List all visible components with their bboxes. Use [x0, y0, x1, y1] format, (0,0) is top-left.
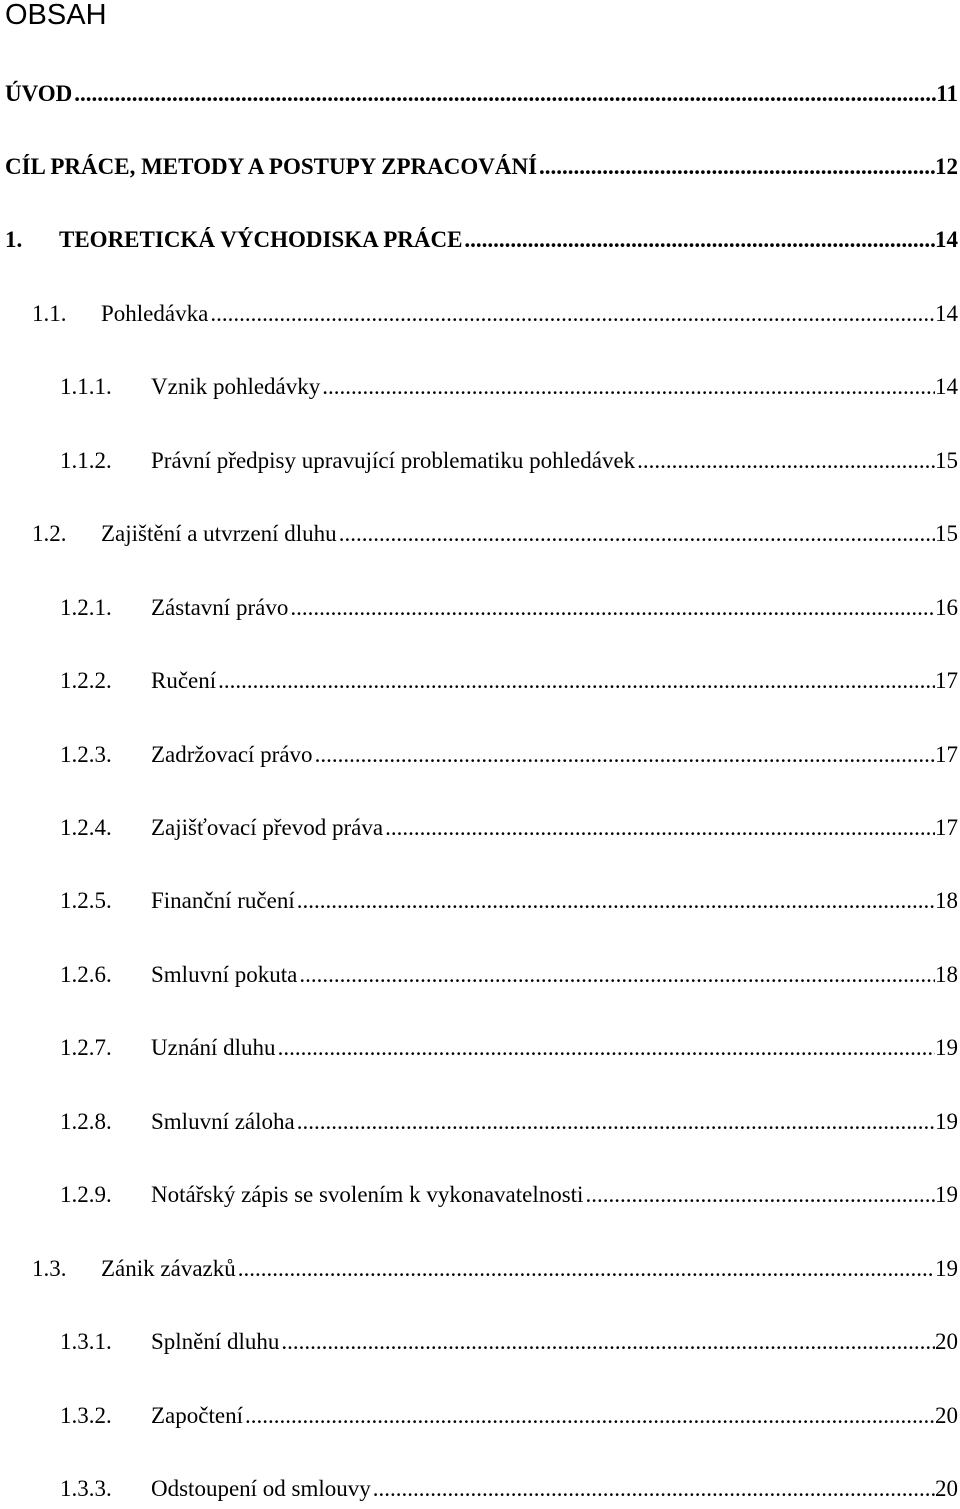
toc-page-number: 17: [935, 668, 958, 693]
toc-page-number: 19: [935, 1256, 958, 1281]
toc-entry-1-2-8[interactable]: [60, 1107, 958, 1137]
toc-page-number: 16: [935, 595, 958, 620]
toc-entry-1-1-1[interactable]: [60, 372, 958, 402]
toc-entry-text: Zánik závazků: [101, 1256, 236, 1281]
toc-entry-1-3-3[interactable]: [60, 1474, 958, 1504]
toc-entry-number: 1.3.2.: [60, 1403, 112, 1428]
toc-page-number: 12: [935, 154, 958, 179]
toc-leader-dots: [295, 1107, 935, 1137]
toc-leader-dots: [337, 519, 935, 549]
toc-entry-1-2-9[interactable]: [60, 1180, 958, 1210]
toc-page-number: 19: [935, 1182, 958, 1207]
toc-leader-dots: [313, 740, 935, 770]
toc-page-number: 14: [935, 301, 958, 326]
toc-entry-1-2-4[interactable]: [60, 813, 958, 843]
toc-page-number: 14: [935, 227, 958, 252]
toc-leader-dots: [279, 1327, 935, 1357]
toc-leader-dots: [383, 813, 935, 843]
toc-leader-dots: [276, 1033, 935, 1063]
toc-entry-1-2[interactable]: [32, 519, 958, 549]
toc-entry-number: 1.1.: [32, 301, 67, 326]
toc-entry-text: CÍL PRÁCE, METODY A POSTUPY ZPRACOVÁNÍ: [5, 154, 538, 179]
toc-entry-text: Ručení: [151, 668, 217, 693]
toc-leader-dots: [635, 446, 935, 476]
toc-entry-1-3-2[interactable]: [60, 1401, 958, 1431]
toc-entry-1-3[interactable]: [32, 1254, 958, 1284]
toc-page-number: 19: [935, 1109, 958, 1134]
page-title: OBSAH: [5, 0, 107, 31]
toc-entry-number: 1.3.1.: [60, 1329, 112, 1354]
toc-entry-text: Zadržovací právo: [151, 742, 313, 767]
toc-entry-1-2-7[interactable]: [60, 1033, 958, 1063]
toc-entry-number: 1.3.: [32, 1256, 67, 1281]
toc-entry-number: 1.2.6.: [60, 962, 112, 987]
toc-entry-1-2-5[interactable]: [60, 886, 958, 916]
toc-entry-number: 1.1.1.: [60, 374, 112, 399]
toc-page-number: 14: [935, 374, 958, 399]
toc-entry-text: Uznání dluhu: [151, 1035, 276, 1060]
toc-entry-number: 1.3.3.: [60, 1476, 112, 1501]
toc-page-number: 11: [936, 81, 958, 106]
toc-entry-text: Finanční ručení: [151, 888, 295, 913]
toc-page-number: 18: [935, 888, 958, 913]
toc-entry-text: Smluvní záloha: [151, 1109, 295, 1134]
toc-entry-1-2-1[interactable]: [60, 593, 958, 623]
toc-entry-number: 1.2.3.: [60, 742, 112, 767]
toc-entry-1-1[interactable]: [32, 299, 958, 329]
toc-leader-dots: [295, 886, 935, 916]
toc-entry-text: Pohledávka: [101, 301, 209, 326]
toc-entry-1-2-3[interactable]: [60, 740, 958, 770]
toc-leader-dots: [371, 1474, 935, 1504]
toc-entry-text: Započtení: [151, 1403, 243, 1428]
toc-entry-number: 1.2.7.: [60, 1035, 112, 1060]
toc-entry-number: 1.2.1.: [60, 595, 112, 620]
toc-entry-text: Vznik pohledávky: [151, 374, 321, 399]
toc-entry-1-2-2[interactable]: [60, 666, 958, 696]
toc-page-number: 18: [935, 962, 958, 987]
toc-leader-dots: [462, 225, 935, 255]
toc-entry-number: 1.2.8.: [60, 1109, 112, 1134]
toc-leader-dots: [537, 152, 935, 182]
toc-leader-dots: [288, 593, 935, 623]
toc-entry-1-1-2[interactable]: [60, 446, 958, 476]
toc-page-number: 19: [935, 1035, 958, 1060]
toc-entry-number: 1.1.2.: [60, 448, 112, 473]
toc-entry-number: 1.2.5.: [60, 888, 112, 913]
toc-leader-dots: [216, 666, 935, 696]
toc-entry-number: 1.2.9.: [60, 1182, 112, 1207]
toc-page-number: 20: [935, 1329, 958, 1354]
toc-entry-text: Smluvní pokuta: [151, 962, 298, 987]
toc-entry-number: 1.2.: [32, 521, 67, 546]
toc-entry-uvod[interactable]: [5, 79, 958, 109]
toc-entry-text: Notářský zápis se svolením k vykonavatelnosti: [151, 1182, 584, 1207]
toc-entry-text: Zajištění a utvrzení dluhu: [101, 521, 337, 546]
toc-page-number: 15: [935, 448, 958, 473]
toc-entry-text: TEORETICKÁ VÝCHODISKA PRÁCE: [59, 227, 463, 252]
toc-page-number: 20: [935, 1476, 958, 1501]
toc-entry-text: Zástavní právo: [151, 595, 289, 620]
toc-page-number: 17: [935, 742, 958, 767]
toc-entry-text: Odstoupení od smlouvy: [151, 1476, 371, 1501]
toc-entry-text: Splnění dluhu: [151, 1329, 280, 1354]
toc-entry-number: 1.2.2.: [60, 668, 112, 693]
toc-entry-1-3-1[interactable]: [60, 1327, 958, 1357]
toc-page-number: 20: [935, 1403, 958, 1428]
toc-leader-dots: [243, 1401, 935, 1431]
toc-leader-dots: [72, 79, 936, 109]
toc-page-number: 17: [935, 815, 958, 840]
toc-page-number: 15: [935, 521, 958, 546]
toc-entry-cil-prace[interactable]: [5, 152, 958, 182]
toc-leader-dots: [236, 1254, 935, 1284]
toc-entry-text: Zajišťovací převod práva: [151, 815, 384, 840]
toc-entry-text: Právní předpisy upravující problematiku pohledávek: [151, 448, 636, 473]
toc-entry-text: ÚVOD: [5, 81, 73, 106]
toc-entry-number: 1.2.4.: [60, 815, 112, 840]
toc-entry-number: 1.: [5, 227, 23, 252]
toc-leader-dots: [208, 299, 935, 329]
toc-leader-dots: [297, 960, 935, 990]
toc-entry-1-2-6[interactable]: [60, 960, 958, 990]
toc-entry-1[interactable]: [5, 225, 958, 255]
toc-leader-dots: [320, 372, 935, 402]
toc-leader-dots: [583, 1180, 935, 1210]
